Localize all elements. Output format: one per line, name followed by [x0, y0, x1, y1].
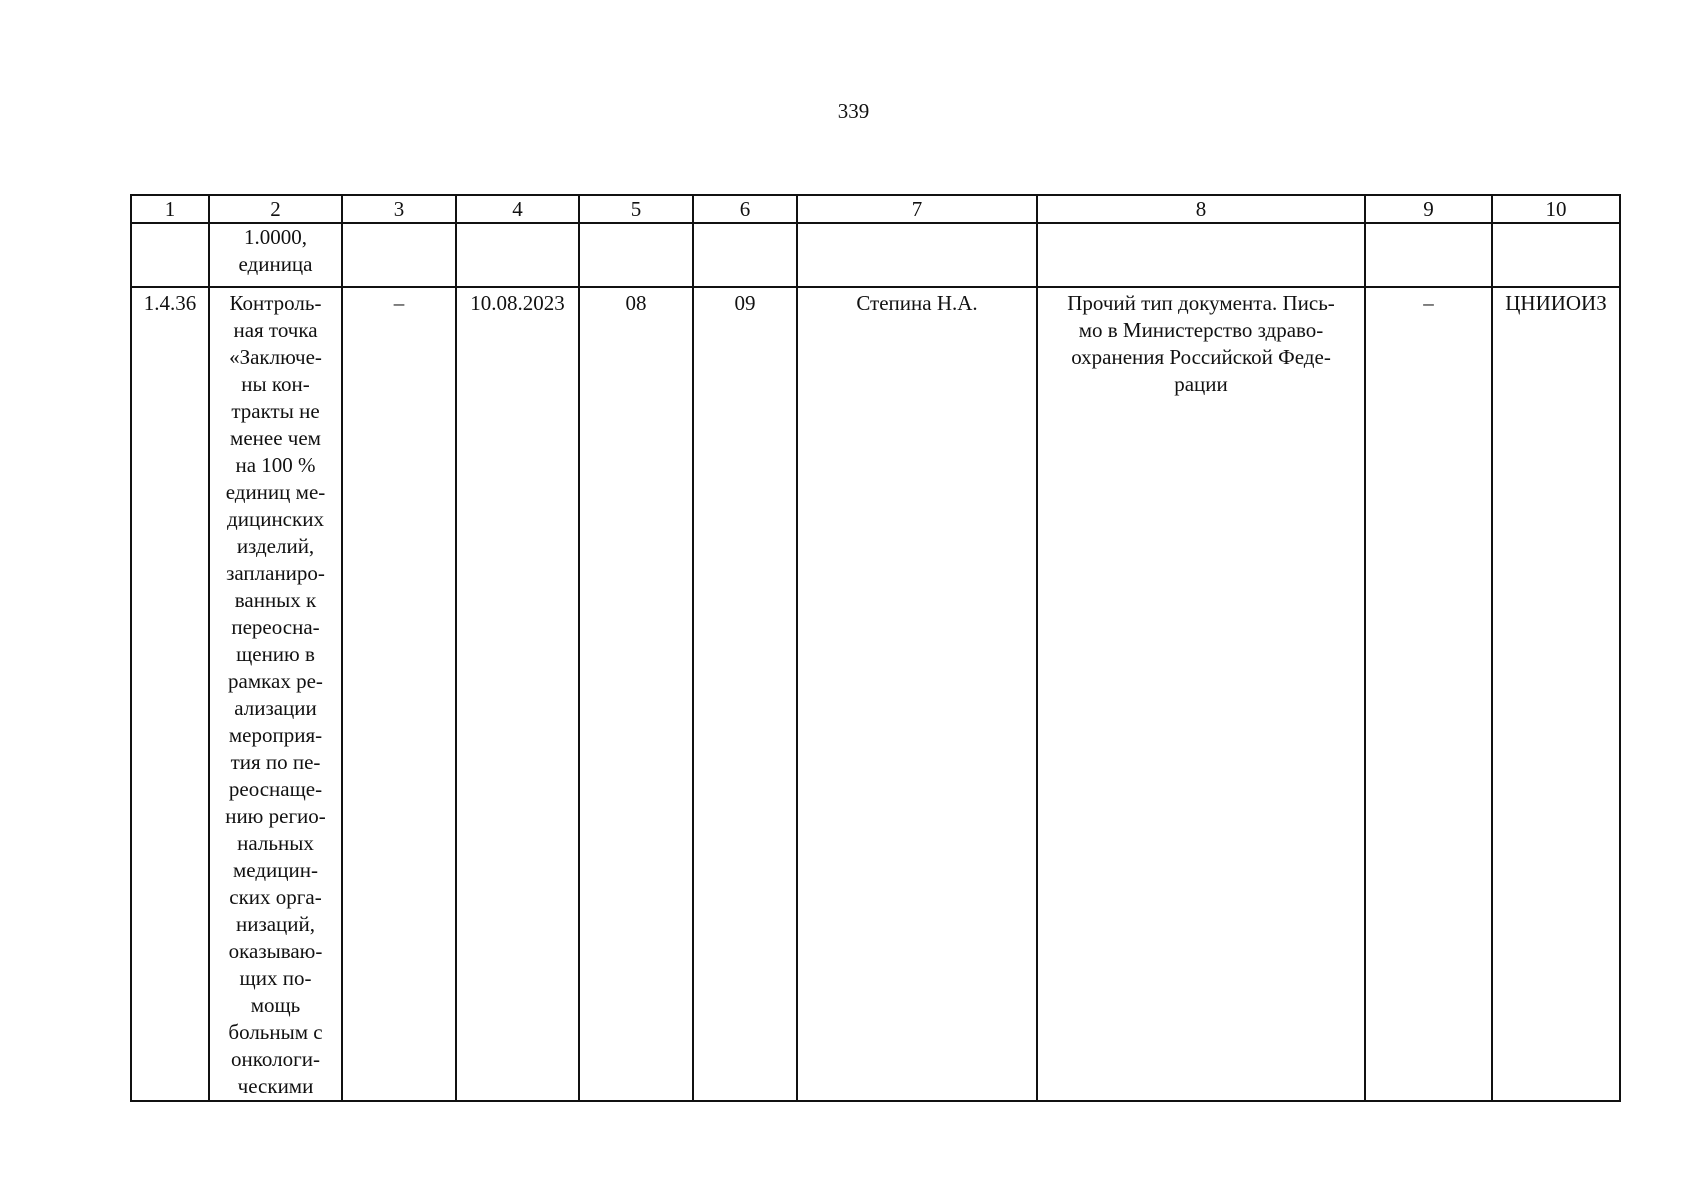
cell-date: [456, 223, 579, 287]
column-header-8: 8: [1037, 195, 1365, 223]
cell-col6: 09: [693, 287, 797, 1101]
cell-col9: –: [1365, 287, 1492, 1101]
column-header-5: 5: [579, 195, 693, 223]
cell-name: 1.0000, единица: [209, 223, 342, 287]
cell-document-type: Прочий тип документа. Пись- мо в Министерство здраво- охранения Российской Феде- рации: [1037, 287, 1365, 1101]
column-header-6: 6: [693, 195, 797, 223]
cell-col9: [1365, 223, 1492, 287]
column-header-3: 3: [342, 195, 456, 223]
cell-number: 1.4.36: [131, 287, 209, 1101]
cell-organization: ЦНИИОИЗ: [1492, 287, 1620, 1101]
cell-number: [131, 223, 209, 287]
column-header-7: 7: [797, 195, 1037, 223]
cell-col5: [579, 223, 693, 287]
table-row: [131, 223, 1620, 287]
cell-document-type: [1037, 223, 1365, 287]
column-header-4: 4: [456, 195, 579, 223]
column-header-1: 1: [131, 195, 209, 223]
column-header-2: 2: [209, 195, 342, 223]
cell-col3: [342, 223, 456, 287]
table-header-row: [131, 195, 1620, 223]
cell-col5: 08: [579, 287, 693, 1101]
cell-organization: [1492, 223, 1620, 287]
cell-col6: [693, 223, 797, 287]
cell-responsible: Степина Н.А.: [797, 287, 1037, 1101]
cell-date: 10.08.2023: [456, 287, 579, 1101]
cell-col3: –: [342, 287, 456, 1101]
table-row: [131, 287, 1620, 1101]
column-header-9: 9: [1365, 195, 1492, 223]
column-header-10: 10: [1492, 195, 1620, 223]
page-number: 339: [837, 99, 870, 123]
document-table: [130, 194, 1621, 1102]
cell-responsible: [797, 223, 1037, 287]
cell-name: Контроль- ная точка «Заключе- ны кон- тракты не менее чем на 100 % единиц ме- дицинских изделий, запланиро- ванных к переосна- щению в рамках ре- ализации мероприя- тия по пе- реоснаще- нию регио- нальных медицин- ских орга- низаций, оказываю- щих по- мощь больным с онкологи- ческими: [209, 287, 342, 1101]
